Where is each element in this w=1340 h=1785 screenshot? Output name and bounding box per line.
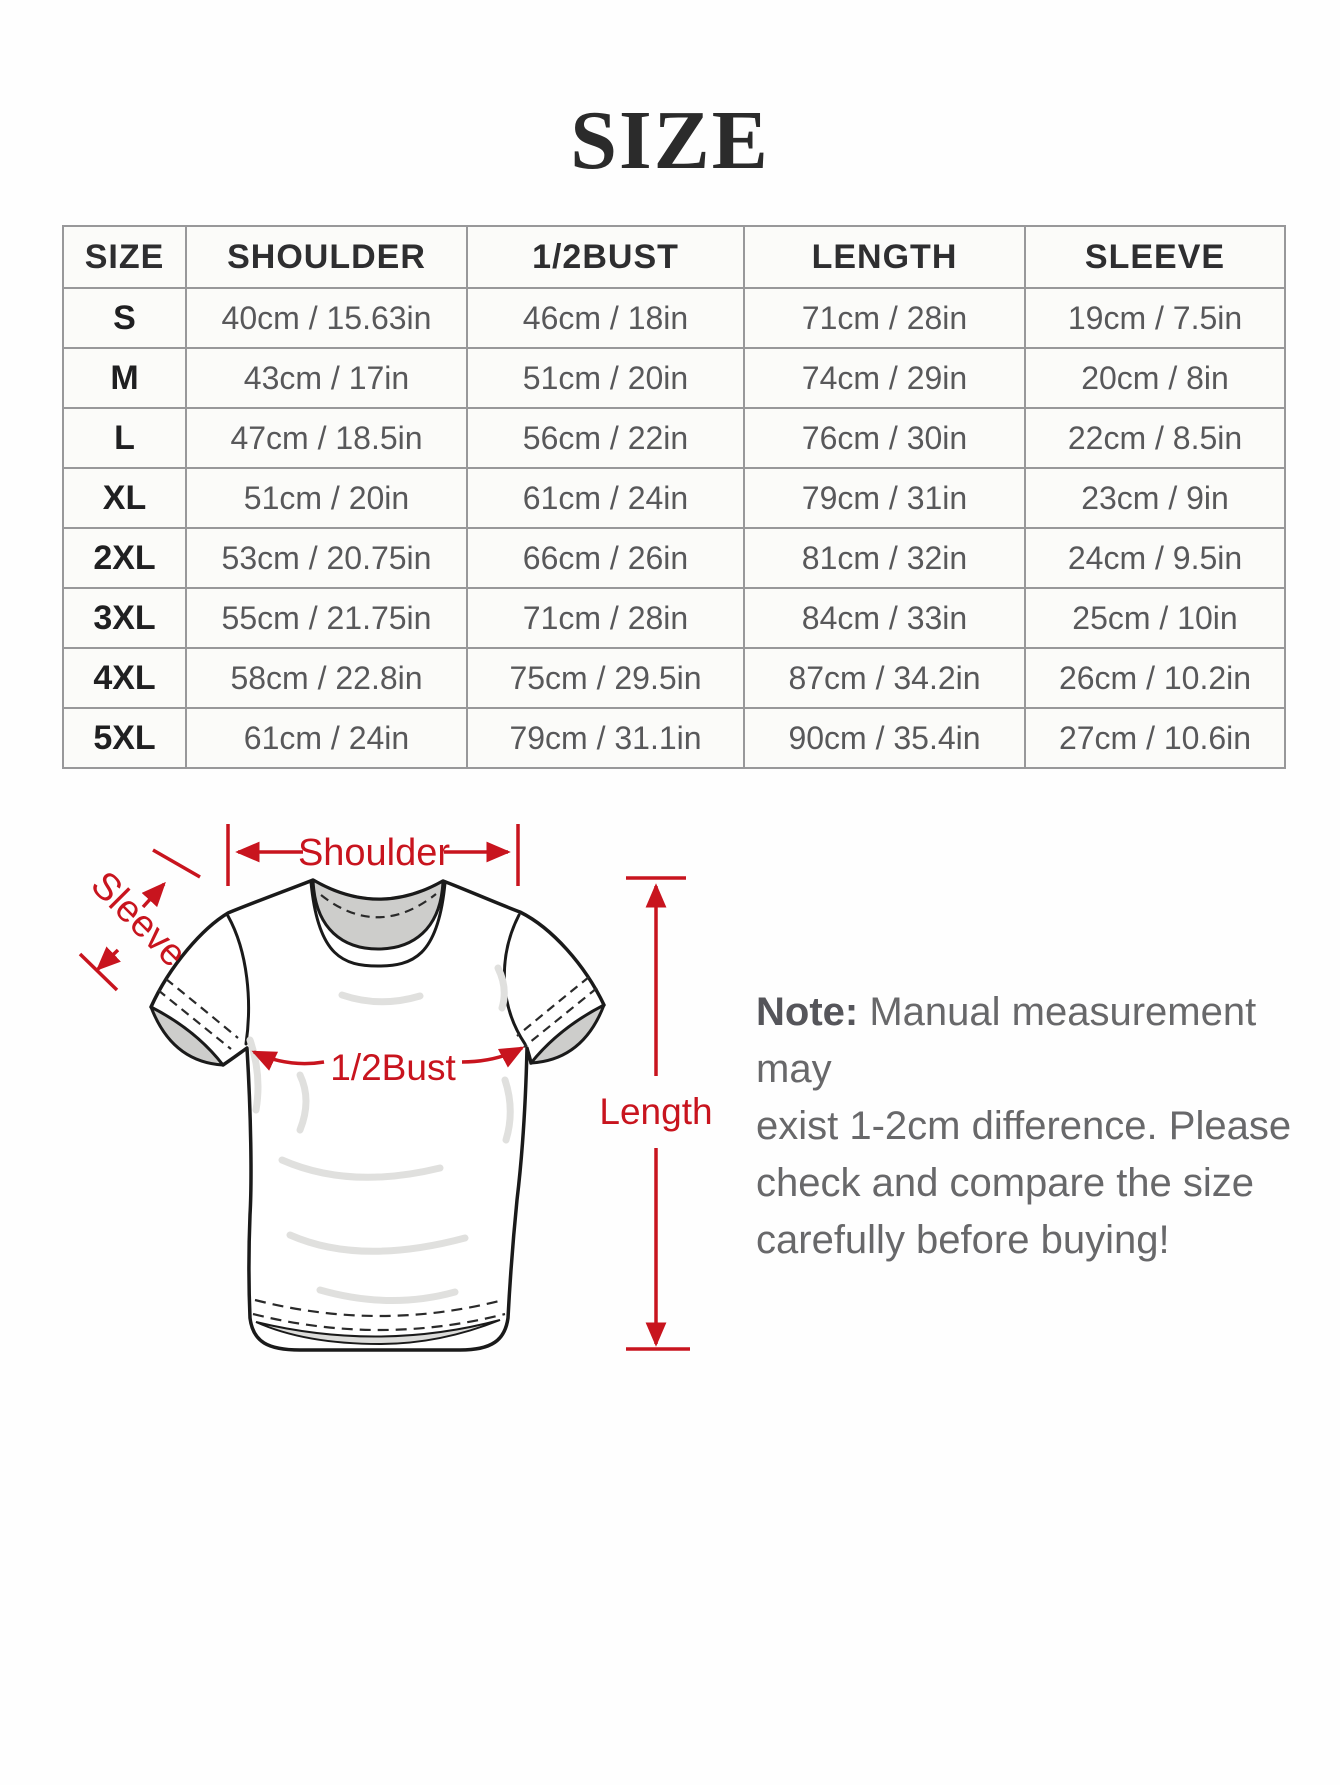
sleeve-cell: 23cm / 9in [1025, 468, 1285, 528]
bust-cell: 79cm / 31.1in [467, 708, 744, 768]
table-header-row [63, 226, 1285, 288]
shoulder-cell: 55cm / 21.75in [186, 588, 467, 648]
bust-cell: 75cm / 29.5in [467, 648, 744, 708]
shoulder-label: Shoulder [297, 832, 451, 874]
note-label: Note: [756, 990, 859, 1034]
note-line: check and compare the size [756, 1161, 1255, 1205]
bust-cell: 56cm / 22in [467, 408, 744, 468]
length-cell: 87cm / 34.2in [744, 648, 1025, 708]
table-row [63, 528, 1285, 588]
page-title: SIZE [570, 94, 770, 187]
column-header-shoulder: SHOULDER [186, 226, 467, 288]
bust-cell: 71cm / 28in [467, 588, 744, 648]
shoulder-cell: 61cm / 24in [186, 708, 467, 768]
note-line: Note: Manual measurement may [756, 990, 1257, 1091]
table-row [63, 408, 1285, 468]
column-header-sleeve: SLEEVE [1025, 226, 1285, 288]
size-cell: S [63, 288, 186, 348]
table-row [63, 648, 1285, 708]
shoulder-cell: 40cm / 15.63in [186, 288, 467, 348]
sleeve-cell: 25cm / 10in [1025, 588, 1285, 648]
column-header-length: LENGTH [744, 226, 1025, 288]
length-cell: 71cm / 28in [744, 288, 1025, 348]
size-cell: M [63, 348, 186, 408]
sleeve-cell: 22cm / 8.5in [1025, 408, 1285, 468]
bust-cell: 46cm / 18in [467, 288, 744, 348]
shoulder-cell: 47cm / 18.5in [186, 408, 467, 468]
size-cell: 4XL [63, 648, 186, 708]
length-cell: 90cm / 35.4in [744, 708, 1025, 768]
table-row [63, 468, 1285, 528]
size-cell: L [63, 408, 186, 468]
table-row [63, 588, 1285, 648]
measurement-note [756, 984, 1301, 1269]
shoulder-cell: 51cm / 20in [186, 468, 467, 528]
length-cell: 81cm / 32in [744, 528, 1025, 588]
table-row [63, 348, 1285, 408]
bust-label: 1/2Bust [330, 1047, 456, 1088]
tshirt-illustration [151, 880, 604, 1350]
table-row [63, 708, 1285, 768]
size-cell: 5XL [63, 708, 186, 768]
column-header-bust: 1/2BUST [467, 226, 744, 288]
sleeve-cell: 27cm / 10.6in [1025, 708, 1285, 768]
shoulder-dimension [228, 824, 518, 886]
column-header-size: SIZE [63, 226, 186, 288]
length-label: Length [599, 1091, 713, 1132]
bust-cell: 51cm / 20in [467, 348, 744, 408]
sleeve-cell: 24cm / 9.5in [1025, 528, 1285, 588]
note-line: carefully before buying! [756, 1218, 1170, 1262]
length-cell: 79cm / 31in [744, 468, 1025, 528]
size-cell: 2XL [63, 528, 186, 588]
length-dimension [599, 878, 712, 1349]
sleeve-cell: 20cm / 8in [1025, 348, 1285, 408]
size-cell: 3XL [63, 588, 186, 648]
size-cell: XL [63, 468, 186, 528]
sleeve-cell: 19cm / 7.5in [1025, 288, 1285, 348]
size-table [62, 225, 1286, 769]
shoulder-cell: 53cm / 20.75in [186, 528, 467, 588]
bust-cell: 66cm / 26in [467, 528, 744, 588]
table-row [63, 288, 1285, 348]
sleeve-label: Sleeve [82, 863, 195, 976]
note-line: exist 1-2cm difference. Please [756, 1104, 1292, 1148]
bust-cell: 61cm / 24in [467, 468, 744, 528]
shoulder-cell: 58cm / 22.8in [186, 648, 467, 708]
length-cell: 84cm / 33in [744, 588, 1025, 648]
length-cell: 74cm / 29in [744, 348, 1025, 408]
length-cell: 76cm / 30in [744, 408, 1025, 468]
shoulder-cell: 43cm / 17in [186, 348, 467, 408]
sleeve-cell: 26cm / 10.2in [1025, 648, 1285, 708]
